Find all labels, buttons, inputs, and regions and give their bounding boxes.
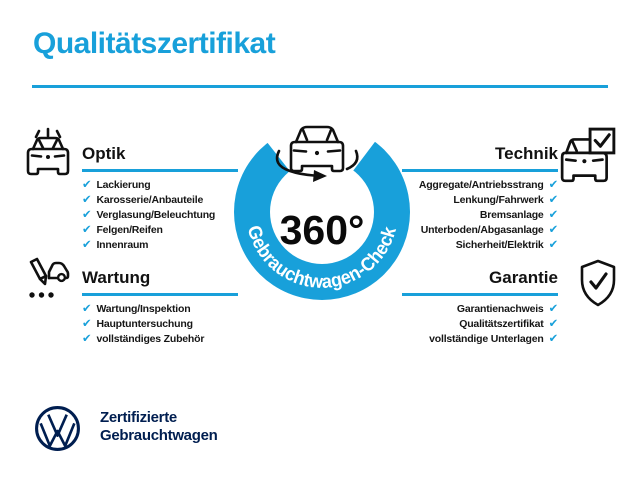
check-item-label: Qualitätszertifikat [459,318,544,330]
check-icon: ✔ [548,332,558,345]
header-divider [32,85,608,88]
check-icon: ✔ [548,178,558,191]
section-wartung-title: Wartung [82,268,151,287]
check-item [82,332,254,347]
section-optik-title: Optik [82,144,126,163]
shield-check-icon [577,258,619,310]
page-title: Qualitätszertifikat [33,27,276,60]
check-item-label: Wartung/Inspektion [96,303,191,315]
car-checkbox-icon [560,126,616,186]
check-icon: ✔ [82,317,92,330]
check-item-label: Bremsanlage [479,209,544,221]
check-icon: ✔ [548,317,558,330]
check-item-label: Lackierung [96,179,151,191]
pencil-checklist-car-icon [21,256,71,308]
check-item-label: Innenraum [96,239,149,251]
check-item-label: Aggregate/Antriebsstrang [418,179,544,191]
section-garantie-title: Garantie [489,268,558,287]
check-icon: ✔ [82,332,92,345]
check-item [386,332,558,347]
vw-logo [33,404,82,453]
degrees-label: 360° [279,207,365,253]
check-item-label: vollständige Unterlagen [429,333,544,345]
check-item [82,317,254,332]
car-front-shine-icon [24,127,72,179]
check-item-label: vollständiges Zubehör [96,333,205,345]
gebrauchtwagen-check-badge [210,98,434,312]
check-item-label: Sicherheit/Elektrik [455,239,544,251]
check-item-label: Garantienachweis [456,303,544,315]
check-icon: ✔ [548,238,558,251]
check-icon: ✔ [548,193,558,206]
check-icon: ✔ [548,208,558,221]
check-icon: ✔ [82,302,92,315]
check-icon: ✔ [82,208,92,221]
check-icon: ✔ [82,223,92,236]
check-item [386,317,558,332]
check-icon: ✔ [82,178,92,191]
ring-label: Gebrauchtwagen-Check [242,223,402,294]
check-item-label: Felgen/Reifen [96,224,163,236]
check-icon: ✔ [82,193,92,206]
check-item-label: Unterboden/Abgasanlage [420,224,544,236]
check-item-label: Lenkung/Fahrwerk [453,194,544,206]
check-item-label: Karosserie/Anbauteile [96,194,204,206]
section-technik-title: Technik [495,144,558,163]
check-icon: ✔ [548,223,558,236]
brand-line2: Gebrauchtwagen [100,427,218,444]
check-icon: ✔ [548,302,558,315]
brand-text [100,409,218,445]
check-item-label: Verglasung/Beleuchtung [96,209,216,221]
check-icon: ✔ [82,238,92,251]
check-item-label: Hauptuntersuchung [96,318,193,330]
brand-line1: Zertifizierte [100,409,177,426]
